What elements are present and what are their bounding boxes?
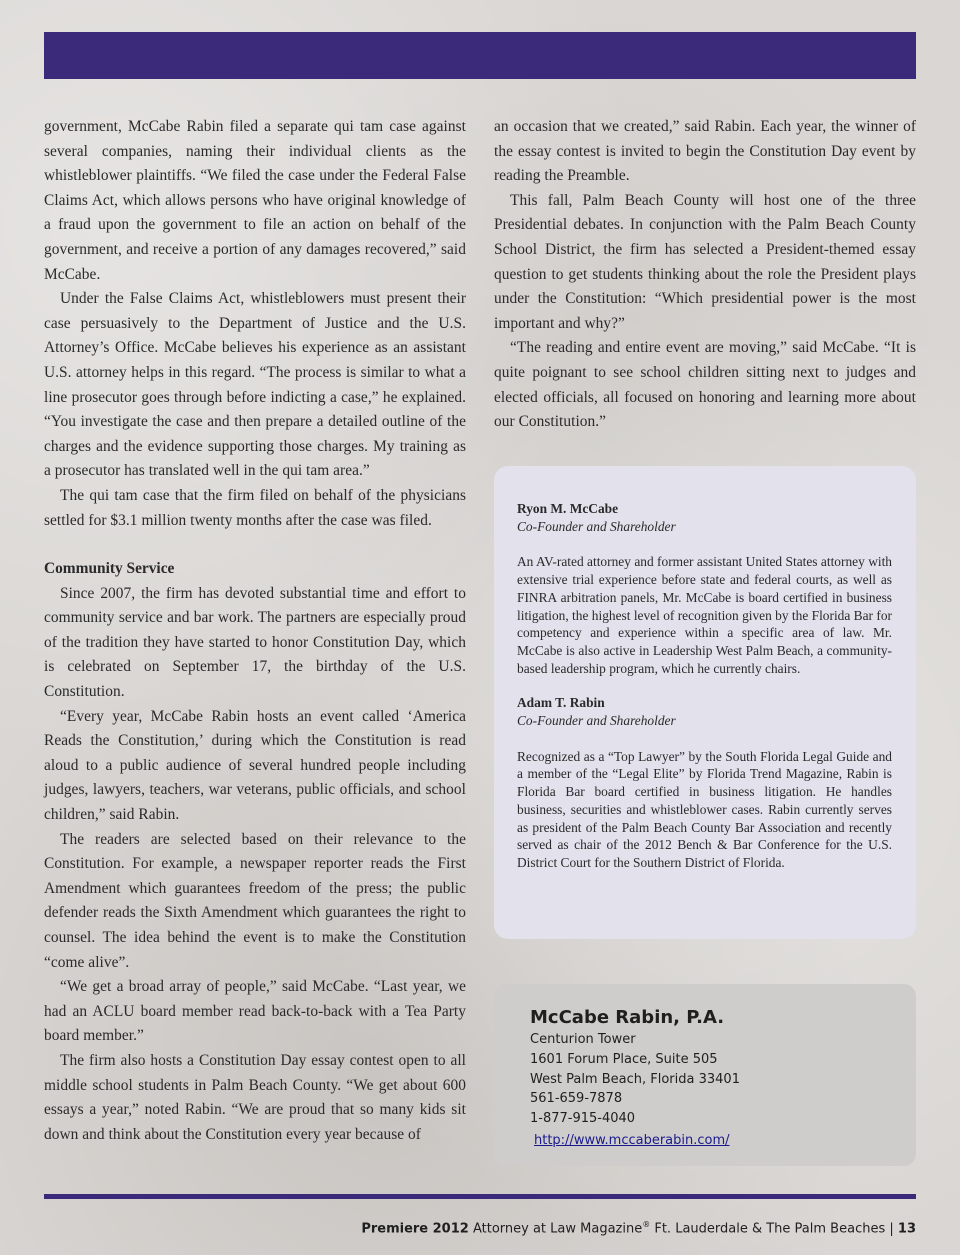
bio-title: Co-Founder and Shareholder (517, 518, 676, 534)
paragraph: “The reading and entire event are moving,” said McCabe. “It is quite poignant to see school children sitting next to judges and elected officials, all focused on honoring and learning more about our Constitution.” (494, 339, 916, 431)
street-address: 1601 Forum Place, Suite 505 (530, 1051, 718, 1067)
phone-number: 561-659-7878 (530, 1091, 623, 1107)
website-link[interactable]: http://www.mccaberabin.com/ (534, 1132, 730, 1148)
header-bar (44, 32, 916, 79)
phone-number-tollfree: 1-877-915-4040 (530, 1111, 636, 1127)
bio-description: Recognized as a “Top Lawyer” by the South Florida Legal Guide and a member of the “Legal Elite” by Florida Trend Magazine, Rabin is Florida Bar board certified in business litigation. He handles business, securities and whistleblower cases. Rabin currently serves as president of the Palm Beach County Bar Association and recently served as chair of the 2012 Bench & Bar Conference for the U.S. District Court for the Southern District of Florida. (517, 748, 892, 870)
bio-name: Ryon M. McCabe (517, 501, 619, 516)
footer-separator: | (889, 1221, 894, 1237)
bio-title: Co-Founder and Shareholder (517, 713, 676, 729)
paragraph: Under the False Claims Act, whistleblowers must present their case persuasively to the Department of Justice and the U.S. Attorney’s Office. McCabe believes his experience as an assistant U.S. attorney helps in this regard. “The process is similar to what a line prosecutor goes through before indicting a case,” he explained. “You investigate the case and then prepare a detailed outline of the charges and the evidence supporting those charges. My training as a prosecutor has translated well in the qui tam area.” (44, 290, 466, 480)
paragraph: Since 2007, the firm has devoted substantial time and effort to community service and bar work. The partners are especially proud of the tradition they have started to honor Constitution Day, which is celebrated on September 17, the birthday of the U.S. Constitution. (44, 584, 466, 701)
section-heading: Community Service (44, 560, 175, 578)
paragraph: The qui tam case that the firm filed on behalf of the physicians settled for $3.1 million twenty months after the case was filed. (44, 486, 466, 529)
paragraph: “Every year, McCabe Rabin hosts an event called ‘America Reads the Constitution,’ during which the Constitution is read aloud to a public audience of several hundred people including judges, lawyers, teachers, war veterans, public officials, and school children,” said Rabin. (44, 707, 466, 824)
paragraph: government, McCabe Rabin filed a separate qui tam case against several companies, naming their individual clients as the whistleblower plaintiffs. “We filed the case under the Federal False Claims Act, which allows persons who have original knowledge of a fraud upon the government to file an action on behalf of the government, and receive a portion of any damages recovered,” said McCabe. (44, 118, 466, 283)
bio-name: Adam T. Rabin (517, 695, 605, 711)
footer-edition: Ft. Lauderdale & The Palm Beaches (654, 1221, 886, 1237)
bio-description: An AV-rated attorney and former assistant United States attorney with extensive trial experience before state and federal courts, as well as FINRA arbitration panels, Mr. McCabe is board certified in business litigation, the highest level of recognition given by the Florida Bar for competency and experience within a specific area of law. Mr. McCabe is also active in Leadership West Palm Beach, a community-based leadership program, which he currently chairs. (517, 554, 892, 676)
city-address: West Palm Beach, Florida 33401 (530, 1071, 740, 1087)
paragraph: an occasion that we created,” said Rabin. Each year, the winner of the essay contest is invited to begin the Constitution Day event by reading the Preamble. (494, 118, 916, 185)
contact-box (494, 984, 916, 1166)
bio-box (494, 466, 916, 939)
paragraph: This fall, Palm Beach County will host one of the three Presidential debates. In conjunction with the Palm Beach County School District, the firm has selected a President-themed essay question to get students thinking about the role the President plays under the Constitution: “Which presidential power is the most important and why?” (494, 191, 916, 332)
page-footer (361, 1220, 916, 1236)
firm-name: McCabe Rabin, P.A. (530, 1007, 725, 1028)
paragraph: “We get a broad array of people,” said McCabe. “Last year, we had an ACLU board member read back-to-back with a Tea Party board member.” (44, 978, 466, 1045)
paragraph: The firm also hosts a Constitution Day essay contest open to all middle school students in Palm Beach County. “We get about 600 essays a year,” noted Rabin. “We are proud that so many kids sit down and think about the Constitution every year because of (44, 1051, 466, 1143)
registered-mark: ® (642, 1220, 651, 1229)
bio-rabin (517, 694, 892, 871)
right-column (494, 115, 916, 435)
page-number: 13 (897, 1221, 916, 1237)
footer-issue: Premiere 2012 (361, 1221, 469, 1237)
paragraph: The readers are selected based on their relevance to the Constitution. For example, a newspaper reporter reads the First Amendment which guarantees freedom of the press; the public defender reads the Sixth Amendment which guarantees the right to counsel. The idea behind the event is to make the Constitution “come alive”. (44, 830, 466, 971)
bio-mccabe (517, 500, 892, 677)
footer-rule (44, 1194, 916, 1199)
building-name: Centurion Tower (530, 1032, 636, 1047)
footer-magazine: Attorney at Law Magazine (472, 1221, 643, 1237)
left-column (44, 115, 466, 1147)
